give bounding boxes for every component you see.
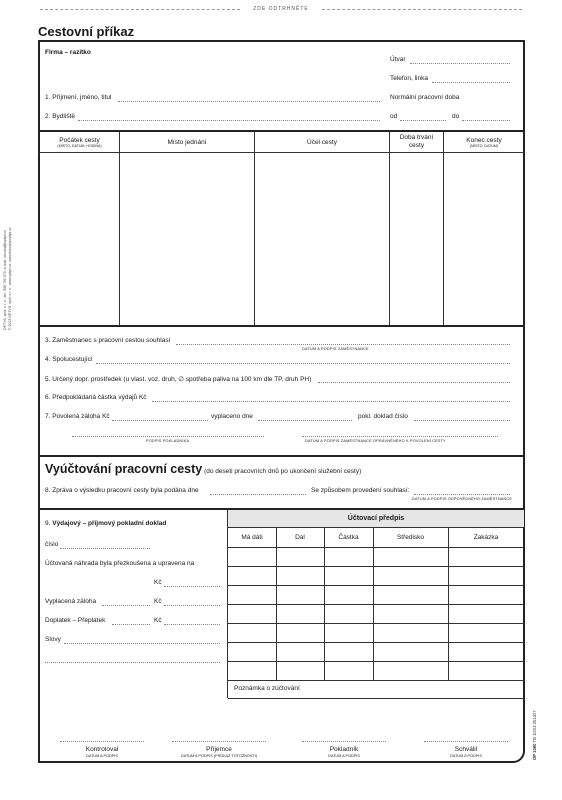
vyplacena-field[interactable]	[164, 605, 220, 606]
spolucestujici-field[interactable]	[96, 363, 510, 364]
utvar-field[interactable]	[410, 63, 510, 64]
doplatek-dots	[112, 624, 150, 625]
nahrada-label: Účtovaná náhrada byla přezkoušena a upravena na	[45, 560, 195, 567]
col-konec-cesty: Konec cesty (MÍSTO, DATUM)	[466, 136, 502, 148]
zaloha-field[interactable]	[112, 420, 208, 421]
cut-line-right	[322, 9, 522, 10]
accounting-title: Účtovací předpis	[347, 515, 405, 522]
pokladnik-sig-caption: PODPIS POKLADNÍKA	[146, 439, 190, 443]
accounting-bottom	[228, 698, 524, 699]
doklad-field[interactable]	[414, 420, 510, 421]
vyplaceno-label: vyplaceno dne	[211, 413, 253, 420]
col-misto-jednani: Místo jednání	[167, 138, 207, 146]
acc-row-line	[228, 642, 524, 643]
cislo-field[interactable]	[60, 548, 150, 549]
sig-prijemce: Příjemce DATUM A PODPIS (PRŮKAZ TOTOŽNOSTI)	[180, 746, 258, 758]
zpusob-label: Se způsobem provedení souhlasí:	[311, 487, 410, 494]
opravneny-sig-caption: DATUM A PODPIS ZAMĚSTNANCE OPRÁVNĚNÉHO K POVOLENÍ CESTY	[305, 439, 446, 443]
utvar-label: Útvar	[390, 56, 406, 63]
opravneny-sig-field[interactable]	[302, 436, 498, 437]
prijmeni-label: 1. Příjmení, jméno, titul	[45, 94, 112, 101]
col-doba-trvani: Doba trvání cesty	[399, 134, 434, 149]
schvalil-sig-field[interactable]	[424, 741, 508, 742]
kontroloval-sig-field[interactable]	[60, 741, 144, 742]
sig-kontroloval: Kontroloval DATUM A PODPIS	[85, 746, 119, 758]
telefon-label: Telefon, linka	[390, 75, 428, 82]
zprava-label: 8. Zpráva o výsledku pracovní cesty byla podána dne	[45, 487, 199, 494]
od-field[interactable]	[400, 120, 446, 121]
cislo-label: číslo	[45, 541, 59, 548]
vyplacena-label: Vyplacená záloha	[45, 598, 97, 605]
doplatek-field[interactable]	[164, 624, 220, 625]
slovy-field[interactable]	[64, 643, 220, 644]
castka-field[interactable]	[152, 401, 510, 402]
zpusob-field[interactable]	[414, 494, 510, 495]
acc-row-line	[228, 604, 524, 605]
col-ucel-cesty: Účel cesty	[307, 138, 337, 146]
trip-col-div-4	[443, 131, 444, 325]
acc-row-line	[228, 623, 524, 624]
firma-label: Firma – razítko	[45, 49, 91, 56]
pokladnik-bottom-sig-field[interactable]	[302, 741, 386, 742]
bydliste-field[interactable]	[78, 120, 380, 121]
page-title: Cestovní příkaz	[38, 24, 135, 39]
acc-row-line	[228, 661, 524, 662]
poznamka-label: Poznámka o zúčtování	[234, 685, 300, 692]
col-pocatek: Počátek cesty (MÍSTO, DATUM, HODINA)	[57, 136, 102, 148]
pokladnik-sig-field[interactable]	[72, 436, 264, 437]
col-dal: Dal	[295, 533, 305, 541]
prijemce-sig-field[interactable]	[172, 741, 266, 742]
slovy-field-2[interactable]	[45, 662, 220, 663]
form-code: OP 1060 TB 10/23 201327	[532, 710, 537, 760]
doprava-field[interactable]	[318, 382, 510, 383]
od-label: od	[390, 113, 398, 120]
trip-col-div-2	[254, 131, 255, 325]
settlement-divider	[38, 455, 525, 457]
cut-label: ZDE ODTRHNĚTE	[253, 6, 309, 12]
spolucestujici-label: 4. Spolucestující	[45, 356, 93, 363]
doplatek-label: Doplatek – Přeplatek	[45, 617, 106, 624]
doprava-label: 5. Určený dopr. prostředek (u vlast. voz. druh, ∅ spotřeba paliva na 100 km dle TP, druh PH)	[45, 376, 312, 383]
acc-row-line	[228, 566, 524, 567]
kc-label-2: Kč	[154, 598, 162, 605]
do-field[interactable]	[462, 120, 510, 121]
sig-pokladnik: Pokladník DATUM A PODPIS	[328, 746, 360, 758]
do-label: do	[452, 113, 460, 120]
souhlasi-field[interactable]	[176, 344, 510, 345]
slovy-label: Slovy	[45, 636, 61, 643]
trip-col-div-3	[389, 131, 390, 325]
kc-label-3: Kč	[154, 617, 162, 624]
col-castka: Částka	[338, 533, 359, 541]
souhlasi-sig-caption: DATUM A PODPIS ZAMĚSTNANCE	[302, 347, 369, 351]
settlement-heading: Vyúčtování pracovní cesty (do deseti pracovních dnů po ukončení služební cesty)	[45, 462, 362, 476]
doklad-label: pokl. doklad číslo	[358, 413, 408, 420]
kc-label-1: Kč	[154, 579, 162, 586]
sig-schvalil: Schválil DATUM A PODPIS	[450, 746, 482, 758]
bydliste-label: 2. Bydliště	[45, 113, 75, 120]
vyplaceno-field[interactable]	[258, 420, 352, 421]
telefon-field[interactable]	[432, 82, 510, 83]
acc-row-line	[228, 585, 524, 586]
doklad-title: 9. Výdajový – příjmový pokladní doklad	[45, 520, 167, 527]
vyplacena-dots	[102, 605, 150, 606]
prijmeni-field[interactable]	[118, 101, 380, 102]
publisher-info: OPTYS, spol. s r. o., tel.: 556 750 070, e-mail: obchod@optys.cz © 2013 OPTYS, spol. s r. o., www.optys.cz, www.tiskopisyoptys.cz	[3, 227, 12, 330]
trip-col-div-1	[119, 131, 120, 325]
trip-table-bottom	[38, 325, 525, 327]
souhlasi-label: 3. Zaměstnanec s pracovní cestou souhlasí	[45, 337, 171, 344]
nahrada-field[interactable]	[164, 586, 220, 587]
castka-label: 6. Předpokládaná částka výdajů Kč	[45, 394, 147, 401]
pracovni-doba-label: Normální pracovní doba	[390, 94, 460, 101]
zprava-field[interactable]	[210, 494, 306, 495]
trip-table-header-bottom	[39, 152, 524, 153]
col-stredisko: Středisko	[396, 533, 425, 541]
col-zakazka: Zakázka	[473, 533, 499, 541]
col-ma-dati: Má dáti	[241, 533, 263, 541]
zpusob-sig-caption: DATUM A PODPIS ODPOVĚDNÉHO ZAMĚSTNANCE	[412, 497, 513, 501]
zaloha-label: 7. Povolená záloha Kč	[45, 413, 110, 420]
acc-grid-bottom	[228, 680, 524, 681]
accounting-header-bottom	[228, 547, 524, 548]
